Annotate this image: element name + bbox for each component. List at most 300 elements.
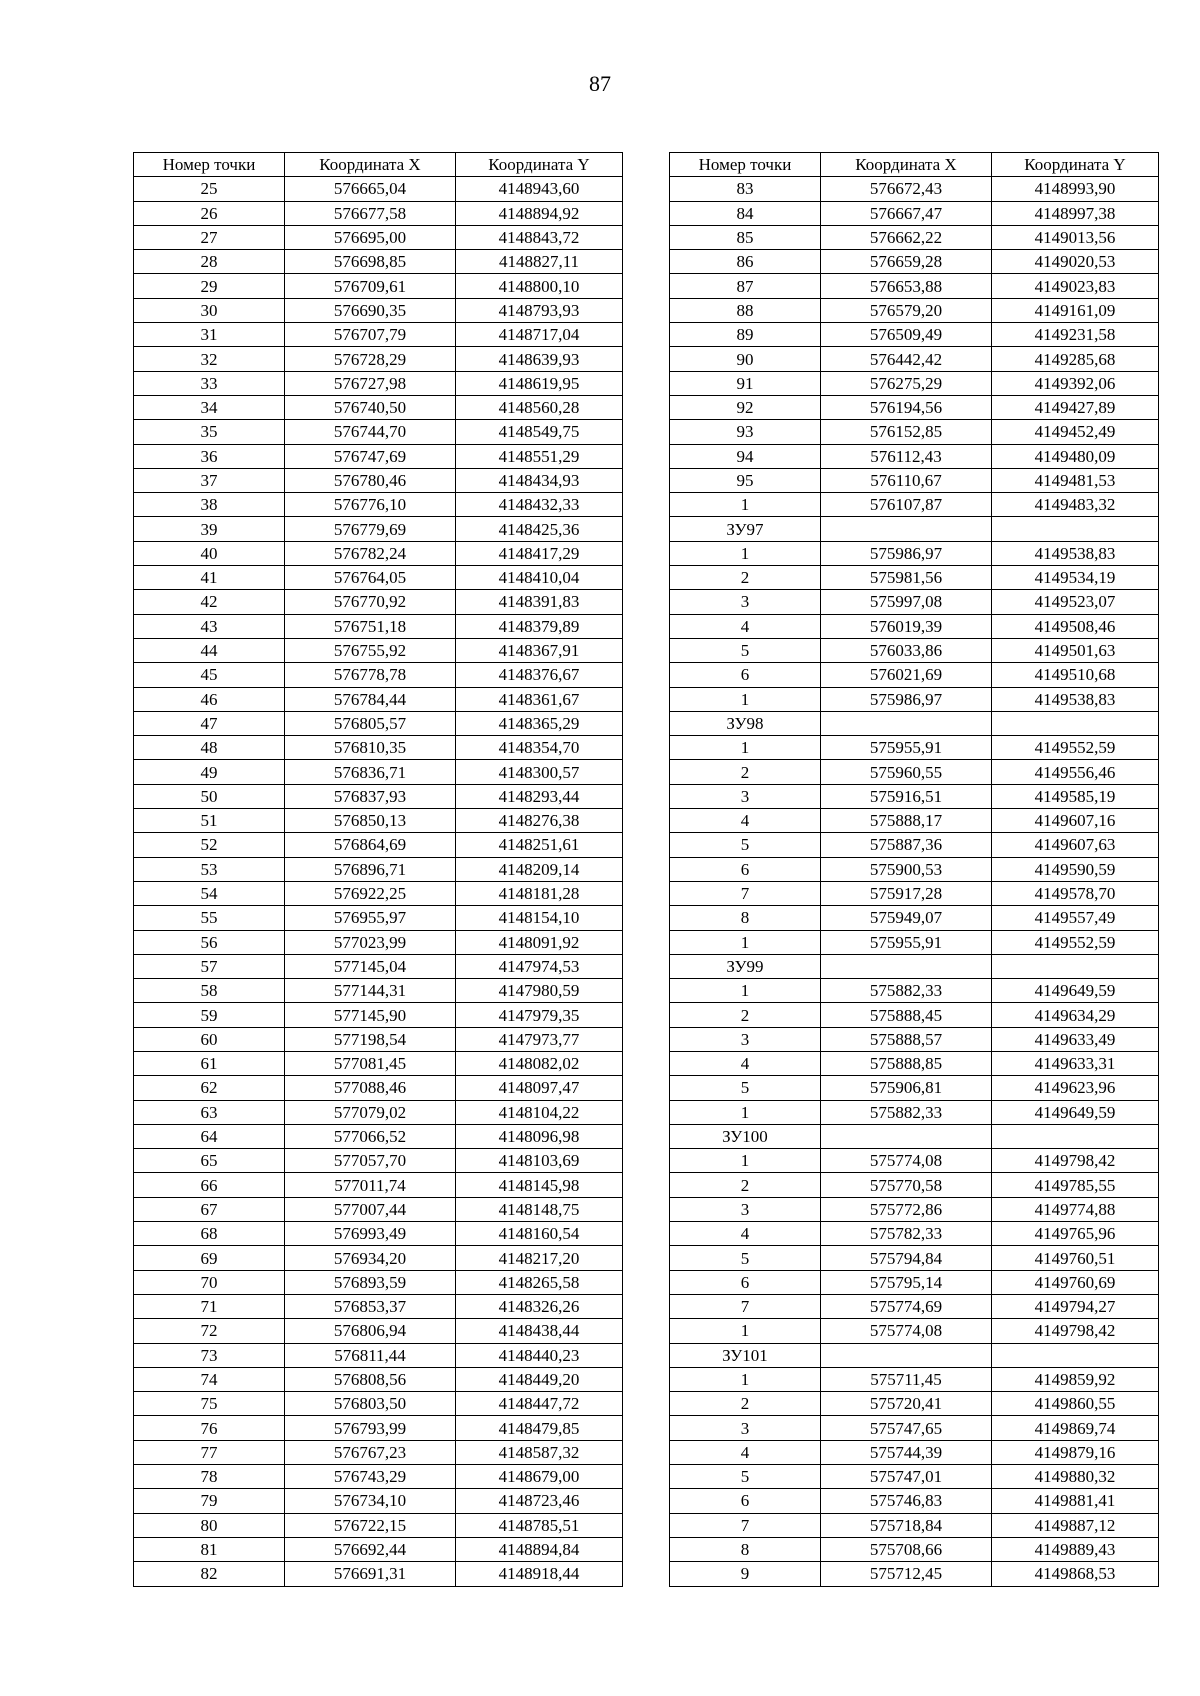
table-row [134, 323, 623, 347]
coordinate-y-cell: 4149552,59 [992, 930, 1159, 954]
point-number-cell: 94 [670, 444, 821, 468]
table-row [670, 1027, 1159, 1051]
coordinate-y-cell: 4147973,77 [456, 1027, 623, 1051]
coordinate-y-cell: 4148376,67 [456, 663, 623, 687]
point-number-cell: 39 [134, 517, 285, 541]
table-row [134, 1489, 623, 1513]
table-row [670, 881, 1159, 905]
coordinate-x-cell: 576698,85 [285, 250, 456, 274]
point-number-cell: 9 [670, 1562, 821, 1586]
table-row [670, 687, 1159, 711]
table-row [134, 1465, 623, 1489]
point-number-cell: 59 [134, 1003, 285, 1027]
point-number-cell: 84 [670, 201, 821, 225]
coordinate-y-cell: 4148619,95 [456, 371, 623, 395]
table-row [134, 250, 623, 274]
point-number-cell: 5 [670, 1465, 821, 1489]
table-row [670, 493, 1159, 517]
empty-cell-y [992, 517, 1159, 541]
coordinate-x-cell: 576780,46 [285, 468, 456, 492]
table-row [134, 1537, 623, 1561]
coordinate-y-cell: 4148551,29 [456, 444, 623, 468]
coordinate-x-cell: 576755,92 [285, 638, 456, 662]
coordinate-x-cell: 576662,22 [821, 225, 992, 249]
land-plot-label: ЗУ98 [670, 711, 821, 735]
land-plot-label: ЗУ100 [670, 1124, 821, 1148]
coordinate-y-cell: 4148997,38 [992, 201, 1159, 225]
coordinate-x-cell: 575770,58 [821, 1173, 992, 1197]
coordinate-x-cell: 575981,56 [821, 566, 992, 590]
table-row [670, 1246, 1159, 1270]
coordinate-x-cell: 575997,08 [821, 590, 992, 614]
coordinate-x-cell: 575794,84 [821, 1246, 992, 1270]
coordinate-x-cell: 576112,43 [821, 444, 992, 468]
coordinate-x-cell: 576692,44 [285, 1537, 456, 1561]
coordinate-y-cell: 4148096,98 [456, 1124, 623, 1148]
coordinate-y-cell: 4148379,89 [456, 614, 623, 638]
point-number-cell: 55 [134, 906, 285, 930]
table-row [670, 1367, 1159, 1391]
coordinate-x-cell: 577145,04 [285, 954, 456, 978]
coordinate-y-cell: 4148217,20 [456, 1246, 623, 1270]
table-row [134, 1197, 623, 1221]
table-row [670, 906, 1159, 930]
point-number-cell: 4 [670, 614, 821, 638]
coordinate-x-cell: 576579,20 [821, 298, 992, 322]
table-row [134, 760, 623, 784]
coordinate-y-cell: 4149538,83 [992, 687, 1159, 711]
coordinate-x-cell: 575774,08 [821, 1319, 992, 1343]
table-row [134, 468, 623, 492]
point-number-cell: 33 [134, 371, 285, 395]
coordinate-y-cell: 4148894,84 [456, 1537, 623, 1561]
point-number-cell: 75 [134, 1392, 285, 1416]
table-header-row [670, 153, 1159, 177]
point-number-cell: 32 [134, 347, 285, 371]
coordinate-x-cell: 575906,81 [821, 1076, 992, 1100]
coordinate-x-cell: 575955,91 [821, 930, 992, 954]
table-row [670, 1051, 1159, 1075]
coordinate-y-cell: 4148091,92 [456, 930, 623, 954]
table-row [670, 541, 1159, 565]
point-number-cell: 1 [670, 1149, 821, 1173]
table-row [670, 784, 1159, 808]
coordinate-x-cell: 575718,84 [821, 1513, 992, 1537]
empty-cell-x [821, 954, 992, 978]
group-header-row [670, 954, 1159, 978]
table-row [134, 638, 623, 662]
coordinate-x-cell: 576734,10 [285, 1489, 456, 1513]
coordinate-y-cell: 4148181,28 [456, 881, 623, 905]
coordinate-y-cell: 4148434,93 [456, 468, 623, 492]
coordinate-x-cell: 576764,05 [285, 566, 456, 590]
table-row [670, 347, 1159, 371]
coordinate-x-cell: 575955,91 [821, 736, 992, 760]
coordinate-y-cell: 4149523,07 [992, 590, 1159, 614]
point-number-cell: 1 [670, 1100, 821, 1124]
table-row [670, 1100, 1159, 1124]
coordinate-y-cell: 4147974,53 [456, 954, 623, 978]
point-number-cell: 78 [134, 1465, 285, 1489]
point-number-cell: 5 [670, 833, 821, 857]
table-row [670, 444, 1159, 468]
table-row [134, 444, 623, 468]
point-number-cell: 71 [134, 1294, 285, 1318]
point-number-cell: 72 [134, 1319, 285, 1343]
table-row [134, 541, 623, 565]
table-row [134, 784, 623, 808]
coordinate-x-cell: 576864,69 [285, 833, 456, 857]
coordinate-x-cell: 576767,23 [285, 1440, 456, 1464]
point-number-cell: 47 [134, 711, 285, 735]
table-row [670, 468, 1159, 492]
coordinate-x-cell: 577057,70 [285, 1149, 456, 1173]
table-row [134, 881, 623, 905]
table-row [670, 1562, 1159, 1586]
point-number-cell: 3 [670, 1416, 821, 1440]
coordinate-y-cell: 4148894,92 [456, 201, 623, 225]
empty-cell-x [821, 1343, 992, 1367]
point-number-cell: 1 [670, 979, 821, 1003]
coordinate-x-cell: 576672,43 [821, 177, 992, 201]
point-number-cell: 41 [134, 566, 285, 590]
point-number-cell: 7 [670, 881, 821, 905]
coordinate-x-cell: 575746,83 [821, 1489, 992, 1513]
point-number-cell: 44 [134, 638, 285, 662]
coordinate-y-cell: 4148209,14 [456, 857, 623, 881]
page-number: 87 [589, 71, 611, 96]
table-row [670, 736, 1159, 760]
coordinate-y-cell: 4148097,47 [456, 1076, 623, 1100]
table-row [134, 979, 623, 1003]
point-number-cell: 60 [134, 1027, 285, 1051]
table-row [134, 906, 623, 930]
land-plot-label: ЗУ97 [670, 517, 821, 541]
coordinate-y-cell: 4148104,22 [456, 1100, 623, 1124]
table-row [134, 833, 623, 857]
table-row [134, 371, 623, 395]
coordinate-x-cell: 576850,13 [285, 809, 456, 833]
coordinate-y-cell: 4149633,31 [992, 1051, 1159, 1075]
table-row [134, 590, 623, 614]
header-coordinate-x: Координата X [285, 153, 456, 177]
table-row [134, 177, 623, 201]
coordinate-y-cell: 4149501,63 [992, 638, 1159, 662]
coordinate-x-cell: 576955,97 [285, 906, 456, 930]
coordinate-y-cell: 4149590,59 [992, 857, 1159, 881]
table-row [670, 566, 1159, 590]
group-header-row [670, 517, 1159, 541]
coordinate-x-cell: 576805,57 [285, 711, 456, 735]
point-number-cell: 38 [134, 493, 285, 517]
table-row [670, 1270, 1159, 1294]
coordinate-x-cell: 575887,36 [821, 833, 992, 857]
table-row [134, 1270, 623, 1294]
point-number-cell: 4 [670, 1222, 821, 1246]
coordinate-x-cell: 577066,52 [285, 1124, 456, 1148]
point-number-cell: 37 [134, 468, 285, 492]
point-number-cell: 54 [134, 881, 285, 905]
point-number-cell: 83 [670, 177, 821, 201]
table-row [134, 1003, 623, 1027]
table-row [134, 201, 623, 225]
coordinate-y-cell: 4148276,38 [456, 809, 623, 833]
coordinate-y-cell: 4148587,32 [456, 1440, 623, 1464]
empty-cell-y [992, 1124, 1159, 1148]
point-number-cell: 43 [134, 614, 285, 638]
point-number-cell: 29 [134, 274, 285, 298]
coordinate-y-cell: 4148639,93 [456, 347, 623, 371]
table-row [670, 1076, 1159, 1100]
point-number-cell: 6 [670, 663, 821, 687]
coordinate-x-cell: 576665,04 [285, 177, 456, 201]
point-number-cell: 95 [670, 468, 821, 492]
coordinate-x-cell: 576275,29 [821, 371, 992, 395]
table-row [670, 1222, 1159, 1246]
coordinate-y-cell: 4149508,46 [992, 614, 1159, 638]
coordinate-x-cell: 575888,57 [821, 1027, 992, 1051]
coordinate-x-cell: 575900,53 [821, 857, 992, 881]
coordinate-y-cell: 4149785,55 [992, 1173, 1159, 1197]
coordinate-x-cell: 576509,49 [821, 323, 992, 347]
point-number-cell: 81 [134, 1537, 285, 1561]
coordinate-y-cell: 4148560,28 [456, 395, 623, 419]
coordinate-x-cell: 576743,29 [285, 1465, 456, 1489]
coordinate-x-cell: 576922,25 [285, 881, 456, 905]
point-number-cell: 4 [670, 1051, 821, 1075]
coordinate-x-cell: 575708,66 [821, 1537, 992, 1561]
point-number-cell: 87 [670, 274, 821, 298]
point-number-cell: 79 [134, 1489, 285, 1513]
coordinate-y-cell: 4149557,49 [992, 906, 1159, 930]
coordinate-y-cell: 4149023,83 [992, 274, 1159, 298]
coordinate-y-cell: 4148438,44 [456, 1319, 623, 1343]
group-header-row [670, 711, 1159, 735]
coordinate-x-cell: 577198,54 [285, 1027, 456, 1051]
coordinate-x-cell: 575795,14 [821, 1270, 992, 1294]
coordinate-x-cell: 576811,44 [285, 1343, 456, 1367]
table-row [670, 663, 1159, 687]
coordinate-x-cell: 576793,99 [285, 1416, 456, 1440]
point-number-cell: 61 [134, 1051, 285, 1075]
coordinate-x-cell: 577081,45 [285, 1051, 456, 1075]
table-row [134, 395, 623, 419]
coordinate-x-cell: 575949,07 [821, 906, 992, 930]
empty-cell-x [821, 711, 992, 735]
table-row [670, 298, 1159, 322]
coordinate-x-cell: 576993,49 [285, 1222, 456, 1246]
point-number-cell: 1 [670, 541, 821, 565]
coordinate-y-cell: 4149534,19 [992, 566, 1159, 590]
point-number-cell: 2 [670, 760, 821, 784]
table-row [134, 1149, 623, 1173]
point-number-cell: 45 [134, 663, 285, 687]
table-row [134, 274, 623, 298]
coordinate-y-cell: 4149765,96 [992, 1222, 1159, 1246]
coordinate-x-cell: 576033,86 [821, 638, 992, 662]
coordinate-x-cell: 576751,18 [285, 614, 456, 638]
point-number-cell: 77 [134, 1440, 285, 1464]
coordinate-y-cell: 4148367,91 [456, 638, 623, 662]
coordinate-y-cell: 4149798,42 [992, 1149, 1159, 1173]
coordinate-y-cell: 4149161,09 [992, 298, 1159, 322]
empty-cell-x [821, 517, 992, 541]
point-number-cell: 48 [134, 736, 285, 760]
point-number-cell: 6 [670, 1489, 821, 1513]
coordinate-x-cell: 576896,71 [285, 857, 456, 881]
table-row [670, 760, 1159, 784]
point-number-cell: 49 [134, 760, 285, 784]
table-row [670, 323, 1159, 347]
coordinate-x-cell: 576677,58 [285, 201, 456, 225]
point-number-cell: 7 [670, 1513, 821, 1537]
coordinate-y-cell: 4148410,04 [456, 566, 623, 590]
point-number-cell: 5 [670, 638, 821, 662]
point-number-cell: 88 [670, 298, 821, 322]
table-row [134, 614, 623, 638]
table-row [134, 1440, 623, 1464]
coordinate-x-cell: 577145,90 [285, 1003, 456, 1027]
point-number-cell: 25 [134, 177, 285, 201]
coordinate-x-cell: 575882,33 [821, 979, 992, 1003]
point-number-cell: 89 [670, 323, 821, 347]
coordinate-y-cell: 4149649,59 [992, 1100, 1159, 1124]
coordinate-y-cell: 4148843,72 [456, 225, 623, 249]
point-number-cell: 92 [670, 395, 821, 419]
table-row [670, 857, 1159, 881]
coordinate-x-cell: 575782,33 [821, 1222, 992, 1246]
coordinates-table-left [133, 152, 623, 1587]
coordinate-y-cell: 4149879,16 [992, 1440, 1159, 1464]
coordinate-x-cell: 576695,00 [285, 225, 456, 249]
coordinate-y-cell: 4148361,67 [456, 687, 623, 711]
empty-cell-y [992, 711, 1159, 735]
coordinate-y-cell: 4148447,72 [456, 1392, 623, 1416]
header-coordinate-x: Координата X [821, 153, 992, 177]
point-number-cell: 40 [134, 541, 285, 565]
point-number-cell: 1 [670, 1367, 821, 1391]
point-number-cell: 50 [134, 784, 285, 808]
point-number-cell: 6 [670, 1270, 821, 1294]
coordinate-x-cell: 577011,74 [285, 1173, 456, 1197]
table-row [670, 1197, 1159, 1221]
table-row [670, 638, 1159, 662]
table-row [670, 809, 1159, 833]
coordinate-x-cell: 577079,02 [285, 1100, 456, 1124]
coordinate-x-cell: 575711,45 [821, 1367, 992, 1391]
table-row [134, 663, 623, 687]
coordinate-y-cell: 4149231,58 [992, 323, 1159, 347]
coordinate-x-cell: 576808,56 [285, 1367, 456, 1391]
point-number-cell: 1 [670, 736, 821, 760]
coordinate-y-cell: 4148993,90 [992, 177, 1159, 201]
table-row [670, 930, 1159, 954]
coordinate-x-cell: 575986,97 [821, 687, 992, 711]
header-point-number: Номер точки [134, 153, 285, 177]
table-row [670, 1440, 1159, 1464]
coordinate-x-cell: 576107,87 [821, 493, 992, 517]
coordinate-x-cell: 576728,29 [285, 347, 456, 371]
coordinate-y-cell: 4149020,53 [992, 250, 1159, 274]
table-row [670, 1537, 1159, 1561]
coordinate-y-cell: 4149887,12 [992, 1513, 1159, 1537]
coordinate-y-cell: 4148417,29 [456, 541, 623, 565]
coordinate-x-cell: 576740,50 [285, 395, 456, 419]
point-number-cell: 6 [670, 857, 821, 881]
coordinate-x-cell: 575744,39 [821, 1440, 992, 1464]
coordinate-y-cell: 4149760,69 [992, 1270, 1159, 1294]
point-number-cell: 68 [134, 1222, 285, 1246]
point-number-cell: 1 [670, 493, 821, 517]
table-row [670, 1513, 1159, 1537]
coordinate-x-cell: 576727,98 [285, 371, 456, 395]
point-number-cell: 90 [670, 347, 821, 371]
coordinate-x-cell: 576110,67 [821, 468, 992, 492]
point-number-cell: 91 [670, 371, 821, 395]
coordinate-y-cell: 4149452,49 [992, 420, 1159, 444]
table-row [134, 1513, 623, 1537]
table-row [670, 1392, 1159, 1416]
coordinate-x-cell: 575774,69 [821, 1294, 992, 1318]
coordinate-x-cell: 576691,31 [285, 1562, 456, 1586]
coordinate-y-cell: 4149585,19 [992, 784, 1159, 808]
point-number-cell: 1 [670, 930, 821, 954]
table-row [134, 1343, 623, 1367]
coordinate-y-cell: 4148365,29 [456, 711, 623, 735]
header-coordinate-y: Координата Y [992, 153, 1159, 177]
coordinate-x-cell: 576667,47 [821, 201, 992, 225]
table-row [134, 930, 623, 954]
coordinate-y-cell: 4148449,20 [456, 1367, 623, 1391]
coordinate-y-cell: 4149556,46 [992, 760, 1159, 784]
table-row [134, 517, 623, 541]
table-row [670, 371, 1159, 395]
table-row [134, 1051, 623, 1075]
coordinate-x-cell: 575720,41 [821, 1392, 992, 1416]
point-number-cell: 85 [670, 225, 821, 249]
coordinate-x-cell: 576019,39 [821, 614, 992, 638]
land-plot-label: ЗУ101 [670, 1343, 821, 1367]
point-number-cell: 73 [134, 1343, 285, 1367]
table-row [134, 1367, 623, 1391]
table-row [670, 225, 1159, 249]
coordinate-y-cell: 4148918,44 [456, 1562, 623, 1586]
table-row [134, 1222, 623, 1246]
land-plot-label: ЗУ99 [670, 954, 821, 978]
coordinate-x-cell: 576747,69 [285, 444, 456, 468]
group-header-row [670, 1124, 1159, 1148]
table-row [134, 711, 623, 735]
table-header-row [134, 153, 623, 177]
table-row [134, 1076, 623, 1100]
coordinate-x-cell: 576934,20 [285, 1246, 456, 1270]
point-number-cell: 70 [134, 1270, 285, 1294]
table-row [670, 420, 1159, 444]
coordinate-y-cell: 4149552,59 [992, 736, 1159, 760]
point-number-cell: 34 [134, 395, 285, 419]
coordinate-y-cell: 4149480,09 [992, 444, 1159, 468]
coordinate-x-cell: 577007,44 [285, 1197, 456, 1221]
coordinate-y-cell: 4148723,46 [456, 1489, 623, 1513]
coordinate-x-cell: 576803,50 [285, 1392, 456, 1416]
coordinate-y-cell: 4148082,02 [456, 1051, 623, 1075]
coordinates-table-right [669, 152, 1159, 1587]
table-row [134, 1392, 623, 1416]
point-number-cell: 53 [134, 857, 285, 881]
table-row [670, 1319, 1159, 1343]
table-row [134, 1246, 623, 1270]
point-number-cell: 64 [134, 1124, 285, 1148]
